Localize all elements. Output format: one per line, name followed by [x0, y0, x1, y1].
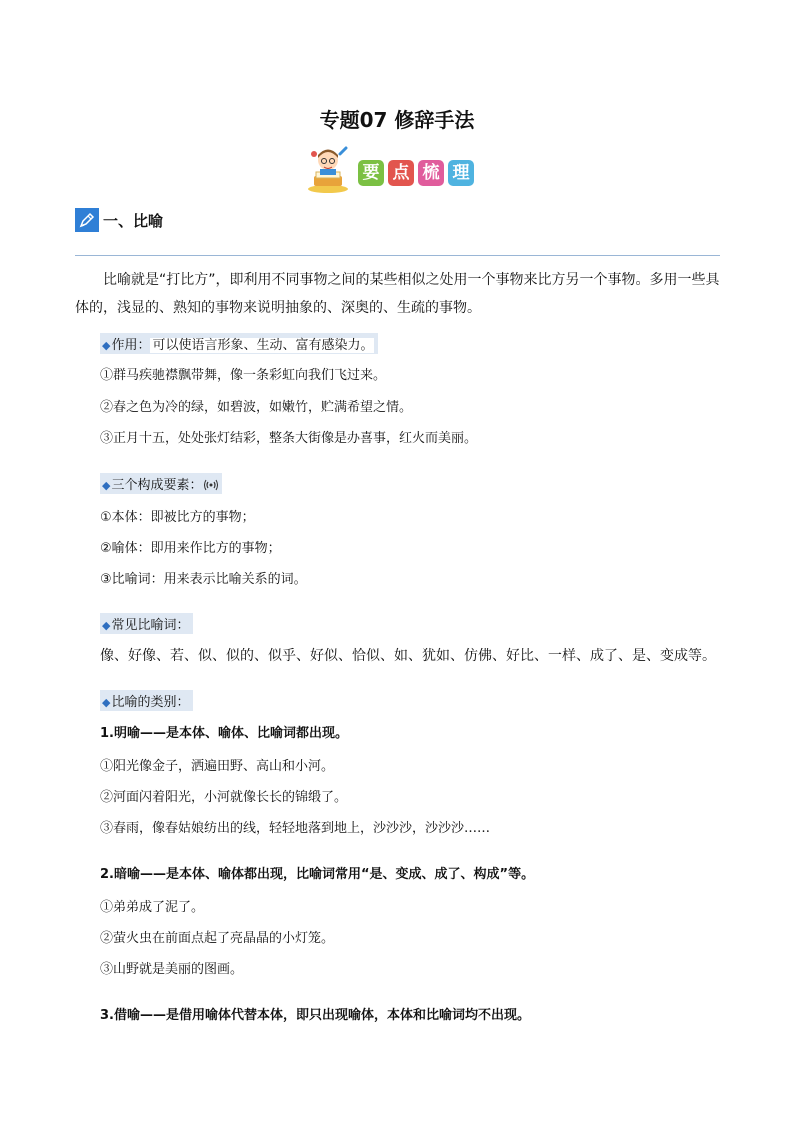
diamond-bullet-icon: ◆ — [102, 479, 111, 492]
element-item-3: ③比喻词：用来表示比喻关系的词。 — [100, 572, 307, 587]
common-words-label: ◆常见比喻词： — [100, 613, 193, 634]
types-label: ◆比喻的类别： — [100, 690, 193, 711]
section-divider — [75, 255, 720, 256]
key-points-banner — [300, 146, 500, 194]
diamond-bullet-icon: ◆ — [102, 339, 111, 352]
common-words-text: 像、好像、若、似、似的、似乎、好似、恰似、如、犹如、仿佛、好比、一样、成了、是、变成等。 — [100, 648, 716, 664]
section-title: 一、比喻 — [103, 211, 164, 230]
section-heading — [75, 208, 163, 232]
banner-tile-2: 点 — [388, 160, 414, 186]
effect-example-3: ③正月十五，处处张灯结彩，整条大街像是办喜事，红火而美丽。 — [100, 431, 478, 446]
type-3-heading: 3.借喻——是借用喻体代替本体，即只出现喻体，本体和比喻词均不出现。 — [100, 1008, 530, 1023]
audio-wave-icon — [204, 479, 218, 491]
type-1-example-2: ②河面闪着阳光，小河就像长长的锦缎了。 — [100, 790, 348, 805]
pen-icon — [75, 208, 99, 232]
element-item-2: ②喻体：即用来作比方的事物； — [100, 541, 281, 556]
diamond-bullet-icon: ◆ — [102, 619, 111, 632]
student-reading-icon — [306, 146, 352, 194]
banner-tile-4: 理 — [448, 160, 474, 186]
page-title: 专题07 修辞手法 — [319, 108, 475, 132]
effect-label: ◆作用： 可以使语言形象、生动、富有感染力。 — [100, 333, 378, 354]
type-1-example-1: ①阳光像金子，洒遍田野、高山和小河。 — [100, 759, 335, 774]
type-2-example-1: ①弟弟成了泥了。 — [100, 900, 205, 915]
effect-text: 可以使语言形象、生动、富有感染力。 — [152, 338, 374, 353]
type-1-heading: 1.明喻——是本体、喻体、比喻词都出现。 — [100, 726, 348, 741]
type-2-example-3: ③山野就是美丽的图画。 — [100, 962, 244, 977]
banner-tile-3: 梳 — [418, 160, 444, 186]
effect-example-2: ②春之色为冷的绿，如碧波，如嫩竹，贮满希望之情。 — [100, 400, 413, 415]
type-2-example-2: ②萤火虫在前面点起了亮晶晶的小灯笼。 — [100, 931, 335, 946]
elements-label: ◆三个构成要素： — [100, 473, 222, 494]
element-item-1: ①本体：即被比方的事物； — [100, 510, 255, 525]
diamond-bullet-icon: ◆ — [102, 696, 111, 709]
intro-paragraph: 比喻就是“打比方”，即利用不同事物之间的某些相似之处用一个事物来比方另一个事物。多用一些具体的，浅显的、熟知的事物来说明抽象的、深奥的、生疏的事物。 — [75, 272, 720, 316]
type-1-example-3: ③春雨，像春姑娘纺出的线，轻轻地落到地上，沙沙沙，沙沙沙…… — [100, 821, 491, 836]
type-2-heading: 2.暗喻——是本体、喻体都出现，比喻词常用“是、变成、成了、构成”等。 — [100, 867, 535, 882]
effect-example-1: ①群马疾驰襟飘带舞，像一条彩虹向我们飞过来。 — [100, 368, 387, 383]
banner-tile-1: 要 — [358, 160, 384, 186]
